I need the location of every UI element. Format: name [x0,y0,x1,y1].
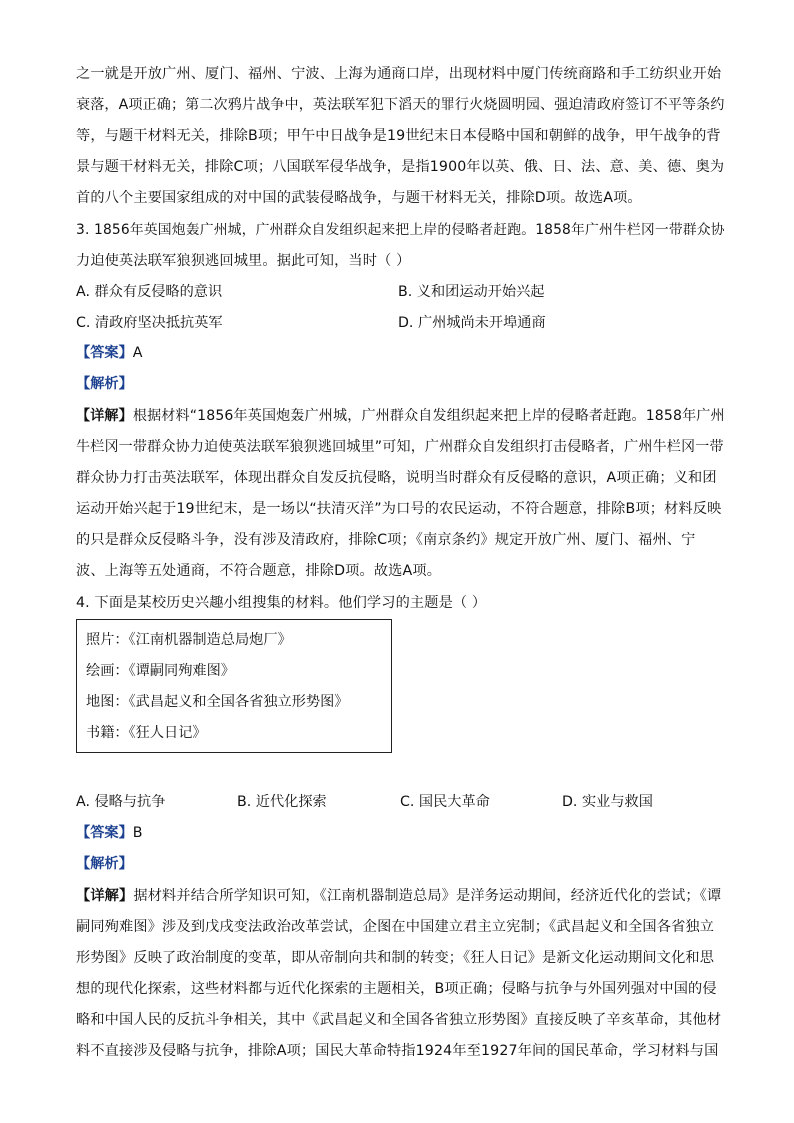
q3-detail-line [76,406,725,426]
q3-option-d: D. 广州城尚未开埠通商 [398,315,546,331]
analysis-tag: 【解析】 [76,856,133,872]
analysis-line: 景与题干材料无关，排除C项；八国联军侵华战争，是指1900年以英、俄、日、法、意、美、德、奥为 [76,159,725,175]
q3-analysis-heading [76,374,133,394]
q3-answer [76,343,142,363]
q3-detail-line: 运动开始兴起于19世纪末，是一场以“扶清灭洋”为口号的农民运动，不符合题意，排除B项；材料反映 [76,501,722,517]
q4-option-c: C. 国民大革命 [400,794,490,810]
answer-tag: 【答案】 [76,345,133,361]
answer-value: A [132,345,143,361]
q3-detail-line: 波、上海等五处通商，不符合题意，排除D项。故选A项。 [76,563,442,579]
detail-text: 根据材料“1856年英国炮轰广州城，广州群众自发组织起来把上岸的侵略者赶跑。1858年广州 [132,408,725,424]
q4-detail-line [76,886,721,906]
q4-detail-line: 形势图》反映了政治制度的变革，即从帝制向共和制的转变；《狂人日记》是新文化运动期间文化和思 [76,950,715,966]
q3-option-a: A. 群众有反侵略的意识 [76,284,223,300]
q3-option-c: C. 清政府坚决抵抗英军 [76,315,223,331]
detail-text: 据材料并结合所学知识可知，《江南机器制造总局》是洋务运动期间，经济近代化的尝试；《谭 [133,888,722,904]
detail-tag: 【详解】 [76,888,134,904]
material-item: 照片：《江南机器制造总局炮厂》 [86,632,292,648]
analysis-line: 首的八个主要国家组成的对中国的武装侵略战争，与题干材料无关，排除D项。故选A项。 [76,190,642,206]
q4-detail-line: 料不直接涉及侵略与抗争，排除A项；国民大革命特指1924年至1927年间的国民革命，学习材料与国 [76,1043,719,1059]
question-3-stem: 力迫使英法联军狼狈逃回城里。据此可知，当时（ ） [76,253,411,269]
q4-option-a: A. 侵略与抗争 [76,794,166,810]
q4-detail-line: 嗣同殉难图》涉及到戊戌变法政治改革尝试，企图在中国建立君主立宪制；《武昌起义和全国各省独立 [76,919,715,935]
analysis-line: 等，与题干材料无关，排除B项；甲午中日战争是19世纪末日本侵略中国和朝鲜的战争，甲午战争的背 [76,128,721,144]
q4-option-d: D. 实业与救国 [562,794,653,810]
answer-tag: 【答案】 [76,825,133,841]
material-item: 绘画：《谭嗣同殉难图》 [86,663,235,679]
materials-box [76,619,392,753]
material-item: 书籍：《狂人日记》 [86,725,207,741]
q4-answer [76,823,143,843]
q3-detail-line: 群众协力打击英法联军，体现出群众自发反抗侵略，说明当时群众有反侵略的意识，A项正确；义和团 [76,470,717,486]
q3-option-b: B. 义和团运动开始兴起 [398,284,545,300]
question-4-stem: 4. 下面是某校历史兴趣小组搜集的材料。他们学习的主题是（ ） [76,595,487,611]
q4-detail-line: 想的现代化探索，这些材料都与近代化探索的主题相关，B项正确；侵略与抗争与外国列强对中国的侵 [76,981,717,997]
q4-analysis-heading [76,854,133,874]
analysis-line: 衰落，A项正确；第二次鸦片战争中，英法联军犯下滔天的罪行火烧圆明园、强迫清政府签订不平等条约 [76,97,725,113]
q3-detail-line: 牛栏冈一带群众协力迫使英法联军狼狈逃回城里”可知，广州群众自发组织打击侵略者，广州牛栏冈一带 [76,439,724,455]
q4-detail-line: 略和中国人民的反抗斗争相关，其中《武昌起义和全国各省独立形势图》直接反映了辛亥革命，其他材 [76,1012,722,1028]
question-3-stem: 3. 1856年英国炮轰广州城，广州群众自发组织起来把上岸的侵略者赶跑。1858年广州牛栏冈一带群众协 [76,222,725,238]
q4-option-b: B. 近代化探索 [237,794,327,810]
answer-value: B [132,825,143,841]
detail-tag: 【详解】 [76,408,133,424]
analysis-tag: 【解析】 [76,376,133,392]
material-item: 地图：《武昌起义和全国各省独立形势图》 [86,694,349,710]
analysis-line: 之一就是开放广州、厦门、福州、宁波、上海为通商口岸，出现材料中厦门传统商路和手工纺织业开始 [76,66,722,82]
q3-detail-line: 的只是群众反侵略斗争，没有涉及清政府，排除C项；《南京条约》规定开放广州、厦门、福州、宁 [76,532,696,548]
